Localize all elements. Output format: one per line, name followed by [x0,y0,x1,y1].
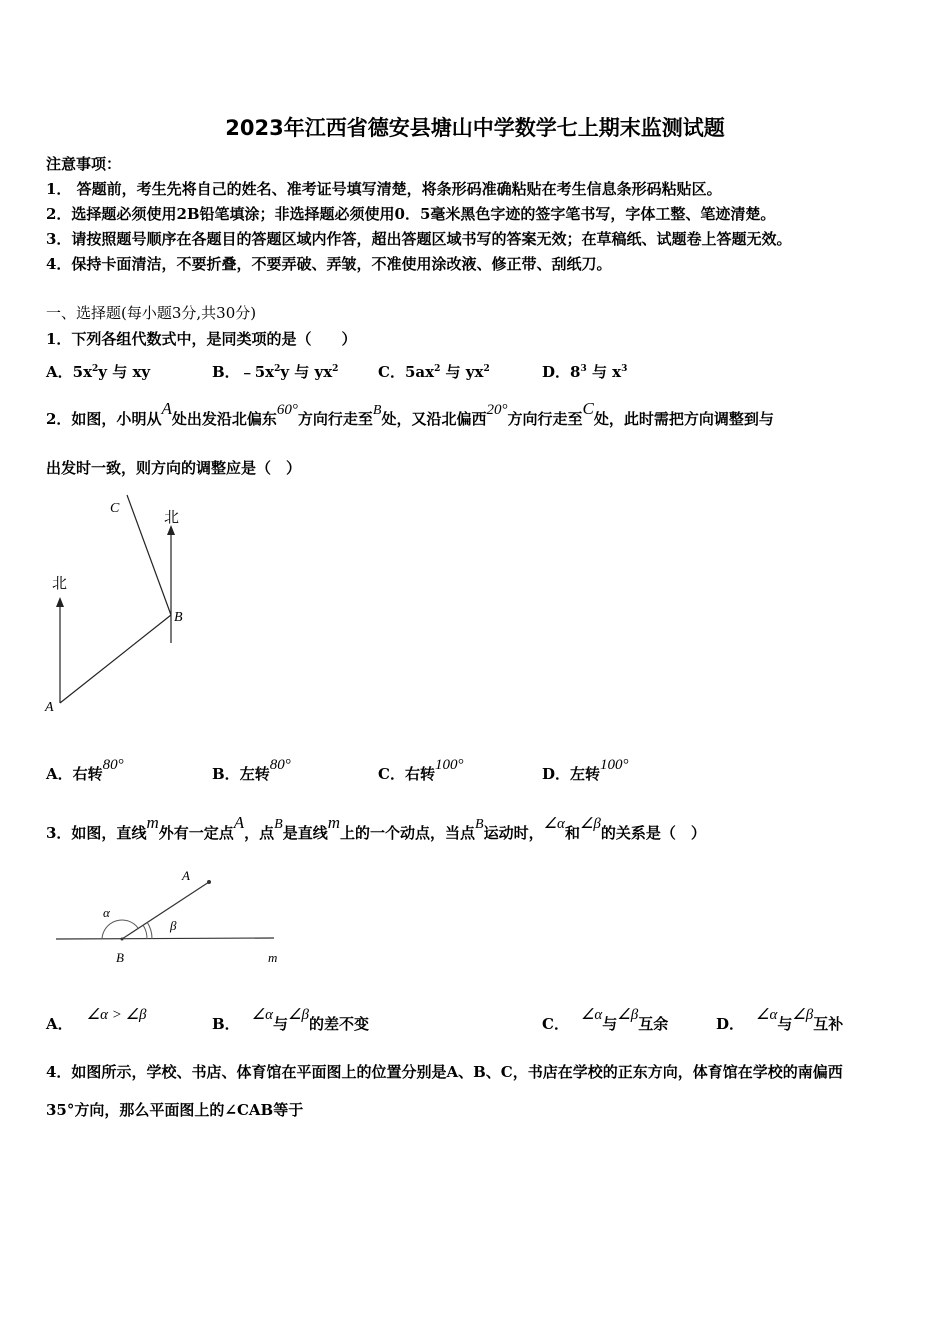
q1-option-a: A．$5x^2y$ 与 xy [46,363,151,381]
q3-figure [50,860,290,970]
q2-stem-line2: 出发时一致，则方向的调整应是（ ） [46,459,302,477]
segment-ba [122,882,209,939]
notice-item-4: 4．保持卡面清洁，不要折叠，不要弄破、弄皱，不准使用涂改液、修正带、刮纸刀。 [46,255,612,273]
label-c: C [110,501,120,516]
north-label-1: 北 [52,576,68,592]
north-arrow-b [167,525,175,535]
notice-heading: 注意事项： [46,155,122,173]
q2-option-d: D．左转100° [542,757,629,783]
q2-stem-line1: 2．如图，小明从A处出发沿北偏东60°方向行走至B处，又沿北偏西20°方向行走至C处，此时需把方向调整到与 [46,399,774,428]
north-label-2: 北 [164,510,180,526]
point-b [121,938,124,941]
q2-option-b: B．左转80° [212,757,291,783]
q2-figure [40,490,200,720]
q1-option-b: B．$﹣5x^2y$ 与 $yx^2$ [212,363,339,381]
q1-option-c: C．$5ax^2$ 与 $yx^2$ [378,363,490,381]
label-b: B [116,950,124,965]
label-a: A [45,700,54,715]
line-m [56,938,274,939]
label-beta: β [170,918,177,933]
q4-stem-line1: 4．如图所示，学校、书店、体育馆在平面图上的位置分别是A、B、C，书店在学校的正东方向，体育馆在学校的南偏西 [46,1063,843,1081]
q3-option-c: C． ∠α与∠β互余 [542,1007,669,1033]
arc-beta-2 [147,922,152,939]
north-arrow-a [56,597,64,607]
q3-option-a: A． ∠α > ∠β [46,1007,147,1033]
q3-option-b: B． ∠α与∠β的差不变 [212,1007,369,1033]
point-a [207,880,211,884]
q3-option-d: D． ∠α与∠β互补 [716,1007,844,1033]
q1-stem: 1．下列各组代数式中，是同类项的是（ ） [46,330,357,348]
label-alpha: α [103,905,110,920]
section-heading: 一、选择题(每小题3分,共30分) [46,304,257,322]
q3-stem: 3．如图，直线m外有一定点A，点B是直线m上的一个动点，当点B运动时，∠α和∠β的关系是（ ） [46,813,706,842]
label-m: m [268,950,278,965]
q2-option-c: C．右转100° [378,757,464,783]
notice-item-2: 2．选择题必须使用2B铅笔填涂；非选择题必须使用0．5毫米黑色字迹的签字笔书写，字体工整、笔迹清楚。 [46,205,776,223]
label-a: A [182,868,190,883]
q1-option-d: D．$8^3$ 与 $x^3$ [542,363,628,381]
q4-stem-line2: 35°方向，那么平面图上的∠CAB等于 [46,1101,304,1119]
label-b: B [174,610,183,625]
q2-option-a: A．右转80° [46,757,124,783]
notice-item-1: 1． 答题前，考生先将自己的姓名、准考证号填写清楚，将条形码准确粘贴在考生信息条形码粘贴区。 [46,180,722,198]
segment-ab [60,615,171,703]
arc-beta-1 [143,925,147,939]
arc-alpha [102,920,138,939]
notice-item-3: 3．请按照题号顺序在各题目的答题区域内作答，超出答题区域书写的答案无效；在草稿纸、试题卷上答题无效。 [46,230,792,248]
page-title: 2023年江西省德安县塘山中学数学七上期末监测试题 [225,116,725,140]
